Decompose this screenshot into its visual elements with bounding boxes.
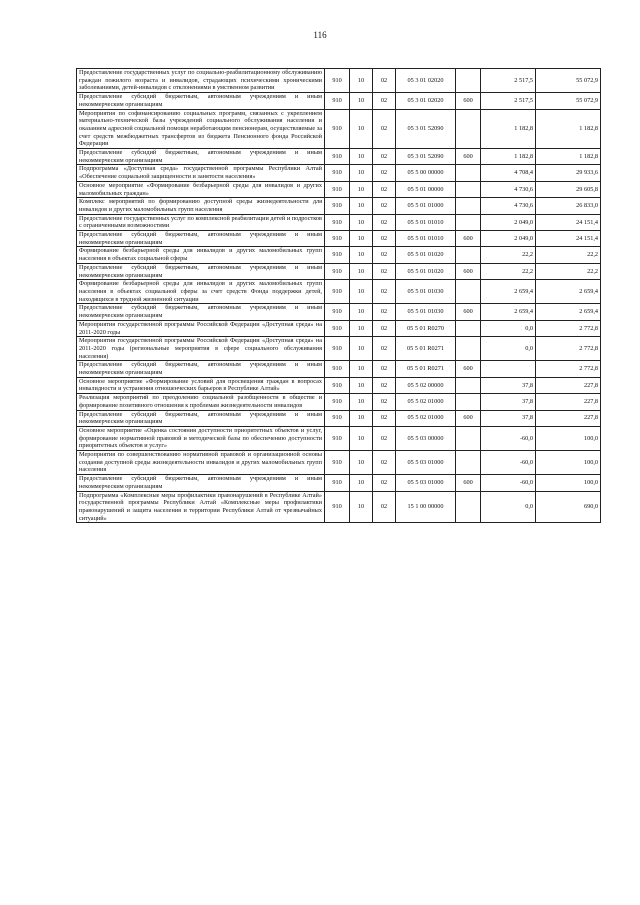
row-name: Основное мероприятие «Формирование условий для просвещения граждан в вопросах инвалидности и устранения отношенческих барьеров в Республике Алтай» <box>77 377 325 393</box>
row-amount-change: 2 659,4 <box>481 280 536 304</box>
row-expense-type-code <box>456 214 481 230</box>
row-amount-total: 55 072,9 <box>536 69 601 93</box>
row-grbs-code: 910 <box>325 394 350 410</box>
row-amount-change: -60,0 <box>481 426 536 450</box>
row-amount-change: 4 730,6 <box>481 181 536 197</box>
row-section-code: 10 <box>350 426 373 450</box>
row-target-article-code: 05 5 02 01000 <box>396 394 456 410</box>
row-name: Подпрограмма «Комплексные меры профилактики правонарушений в Республике Алтай» государственной программы Республики Алтай «Комплексные меры профилактики правонарушений и защита населения и территории Республики Алтай от чрезвычайных ситуаций» <box>77 491 325 523</box>
row-expense-type-code <box>456 280 481 304</box>
row-name: Предоставление субсидий бюджетным, автономным учреждениям и иным некоммерческим организациям <box>77 231 325 247</box>
row-target-article-code: 05 5 01 01010 <box>396 231 456 247</box>
row-amount-total: 2 772,8 <box>536 361 601 377</box>
row-subsection-code: 02 <box>373 165 396 181</box>
row-name: Основное мероприятие «Формирование безбарьерной среды для инвалидов и других маломобильных граждан» <box>77 181 325 197</box>
row-section-code: 10 <box>350 181 373 197</box>
table-row <box>77 149 601 165</box>
row-grbs-code: 910 <box>325 231 350 247</box>
row-target-article-code: 05 5 01 R0271 <box>396 337 456 361</box>
row-name: Мероприятия государственной программы Российской Федерации «Доступная среда» на 2011-2020 годы <box>77 320 325 336</box>
row-section-code: 10 <box>350 214 373 230</box>
row-name: Предоставление субсидий бюджетным, автономным учреждениям и иным некоммерческим организациям <box>77 263 325 279</box>
table-row <box>77 280 601 304</box>
row-amount-change: 2 517,5 <box>481 93 536 109</box>
row-expense-type-code <box>456 320 481 336</box>
row-section-code: 10 <box>350 109 373 149</box>
table-row <box>77 198 601 214</box>
table-row <box>77 231 601 247</box>
row-target-article-code: 05 5 01 01030 <box>396 280 456 304</box>
table-row <box>77 263 601 279</box>
row-amount-total: 2 659,4 <box>536 280 601 304</box>
row-name: Предоставление субсидий бюджетным, автономным учреждениям и иным некоммерческим организациям <box>77 361 325 377</box>
row-name: Мероприятия государственной программы Российской Федерации «Доступная среда» на 2011-2020 годы (региональные мероприятия в сфере социального обслуживания населения) <box>77 337 325 361</box>
row-section-code: 10 <box>350 247 373 263</box>
row-target-article-code: 15 1 00 00000 <box>396 491 456 523</box>
row-amount-total: 227,8 <box>536 410 601 426</box>
row-amount-total: 1 182,8 <box>536 109 601 149</box>
row-section-code: 10 <box>350 491 373 523</box>
row-name: Предоставление субсидий бюджетным, автономным учреждениям и иным некоммерческим организациям <box>77 93 325 109</box>
row-amount-change: 0,0 <box>481 491 536 523</box>
table-row <box>77 93 601 109</box>
row-expense-type-code <box>456 451 481 475</box>
row-target-article-code: 05 3 01 52090 <box>396 149 456 165</box>
row-amount-total: 2 659,4 <box>536 304 601 320</box>
row-amount-change: 1 182,8 <box>481 109 536 149</box>
row-amount-total: 29 605,8 <box>536 181 601 197</box>
row-name: Мероприятия по софинансированию социальных программ, связанных с укреплением материально-технической базы учреждений социального обслуживания населения и оказанием адресной социальной помощи неработающим пенсионерам, осуществляемые за счет средств межбюджетных трансфертов из бюджета Пенсионного фонда Российской Федерации <box>77 109 325 149</box>
row-expense-type-code <box>456 491 481 523</box>
row-name: Предоставление государственных услуг по комплексной реабилитации детей и подростков с ограниченными возможностями <box>77 214 325 230</box>
row-amount-change <box>481 361 536 377</box>
row-grbs-code: 910 <box>325 451 350 475</box>
row-amount-total: 22,2 <box>536 247 601 263</box>
row-target-article-code: 05 5 01 R0271 <box>396 361 456 377</box>
row-subsection-code: 02 <box>373 304 396 320</box>
row-expense-type-code: 600 <box>456 149 481 165</box>
row-section-code: 10 <box>350 93 373 109</box>
row-name: Предоставление субсидий бюджетным, автономным учреждениям и иным некоммерческим организациям <box>77 475 325 491</box>
row-section-code: 10 <box>350 377 373 393</box>
table-body <box>77 69 601 523</box>
row-target-article-code: 05 5 01 01020 <box>396 263 456 279</box>
row-name: Мероприятия по совершенствованию нормативной правовой и организационной основы создания доступной среды жизнедеятельности инвалидов и других маломобильных групп населения <box>77 451 325 475</box>
row-subsection-code: 02 <box>373 377 396 393</box>
row-expense-type-code: 600 <box>456 263 481 279</box>
row-grbs-code: 910 <box>325 377 350 393</box>
row-grbs-code: 910 <box>325 69 350 93</box>
row-subsection-code: 02 <box>373 247 396 263</box>
row-target-article-code: 05 5 00 00000 <box>396 165 456 181</box>
row-amount-total: 100,0 <box>536 451 601 475</box>
row-amount-change: 1 182,8 <box>481 149 536 165</box>
row-subsection-code: 02 <box>373 69 396 93</box>
row-target-article-code: 05 5 01 01020 <box>396 247 456 263</box>
table-row <box>77 451 601 475</box>
row-section-code: 10 <box>350 69 373 93</box>
row-subsection-code: 02 <box>373 475 396 491</box>
row-section-code: 10 <box>350 198 373 214</box>
row-amount-change: 2 049,0 <box>481 231 536 247</box>
row-target-article-code: 05 5 01 01010 <box>396 214 456 230</box>
row-name: Основное мероприятие «Оценка состояния доступности приоритетных объектов и услуг, формирование нормативной правовой и методической базы по обеспечению доступности приоритетных объектов и услуг» <box>77 426 325 450</box>
row-section-code: 10 <box>350 410 373 426</box>
table-row <box>77 491 601 523</box>
table-row <box>77 337 601 361</box>
row-amount-change: 2 659,4 <box>481 304 536 320</box>
row-subsection-code: 02 <box>373 93 396 109</box>
row-target-article-code: 05 3 01 52090 <box>396 109 456 149</box>
row-subsection-code: 02 <box>373 320 396 336</box>
row-expense-type-code <box>456 394 481 410</box>
table-row <box>77 214 601 230</box>
row-grbs-code: 910 <box>325 475 350 491</box>
row-target-article-code: 05 5 01 00000 <box>396 181 456 197</box>
row-amount-change: 37,8 <box>481 410 536 426</box>
row-amount-change: 0,0 <box>481 320 536 336</box>
row-name: Предоставление субсидий бюджетным, автономным учреждениям и иным некоммерческим организациям <box>77 410 325 426</box>
row-grbs-code: 910 <box>325 214 350 230</box>
row-grbs-code: 910 <box>325 304 350 320</box>
row-target-article-code: 05 5 02 01000 <box>396 410 456 426</box>
row-amount-total: 1 182,8 <box>536 149 601 165</box>
row-amount-total: 100,0 <box>536 426 601 450</box>
row-name: Реализация мероприятий по преодолению социальной разобщенности в обществе и формирование позитивного отношения к проблемам жизнедеятельности инвалидов <box>77 394 325 410</box>
row-amount-total: 55 072,9 <box>536 93 601 109</box>
row-amount-change: 4 730,6 <box>481 198 536 214</box>
table-row <box>77 304 601 320</box>
table-row <box>77 475 601 491</box>
row-amount-total: 26 833,0 <box>536 198 601 214</box>
row-section-code: 10 <box>350 304 373 320</box>
row-grbs-code: 910 <box>325 280 350 304</box>
row-subsection-code: 02 <box>373 181 396 197</box>
row-expense-type-code: 600 <box>456 361 481 377</box>
row-expense-type-code <box>456 69 481 93</box>
row-expense-type-code <box>456 377 481 393</box>
row-subsection-code: 02 <box>373 451 396 475</box>
table-row <box>77 377 601 393</box>
row-grbs-code: 910 <box>325 426 350 450</box>
row-section-code: 10 <box>350 280 373 304</box>
row-section-code: 10 <box>350 394 373 410</box>
row-grbs-code: 910 <box>325 198 350 214</box>
table-row <box>77 394 601 410</box>
row-grbs-code: 910 <box>325 93 350 109</box>
table-row <box>77 247 601 263</box>
row-amount-change: 2 517,5 <box>481 69 536 93</box>
row-grbs-code: 910 <box>325 361 350 377</box>
row-amount-change: 22,2 <box>481 263 536 279</box>
table-row <box>77 69 601 93</box>
row-target-article-code: 05 5 03 01000 <box>396 475 456 491</box>
row-grbs-code: 910 <box>325 263 350 279</box>
row-subsection-code: 02 <box>373 426 396 450</box>
page-number: 116 <box>313 30 327 40</box>
table-row <box>77 181 601 197</box>
row-subsection-code: 02 <box>373 231 396 247</box>
row-amount-change: 22,2 <box>481 247 536 263</box>
row-amount-total: 29 933,6 <box>536 165 601 181</box>
row-amount-change: 0,0 <box>481 337 536 361</box>
row-amount-total: 24 151,4 <box>536 214 601 230</box>
row-section-code: 10 <box>350 320 373 336</box>
row-amount-change: 2 049,0 <box>481 214 536 230</box>
row-section-code: 10 <box>350 451 373 475</box>
row-subsection-code: 02 <box>373 361 396 377</box>
row-amount-total: 2 772,8 <box>536 320 601 336</box>
row-section-code: 10 <box>350 475 373 491</box>
row-amount-total: 227,8 <box>536 394 601 410</box>
row-expense-type-code <box>456 426 481 450</box>
table-row <box>77 165 601 181</box>
row-subsection-code: 02 <box>373 280 396 304</box>
row-target-article-code: 05 5 03 00000 <box>396 426 456 450</box>
row-grbs-code: 910 <box>325 491 350 523</box>
row-subsection-code: 02 <box>373 214 396 230</box>
budget-table <box>76 68 601 523</box>
row-amount-total: 2 772,8 <box>536 337 601 361</box>
row-grbs-code: 910 <box>325 181 350 197</box>
row-expense-type-code: 600 <box>456 475 481 491</box>
row-name: Формирование безбарьерной среды для инвалидов и других маломобильных групп населения в объектах социальной сферы <box>77 247 325 263</box>
row-expense-type-code: 600 <box>456 410 481 426</box>
row-grbs-code: 910 <box>325 165 350 181</box>
row-grbs-code: 910 <box>325 320 350 336</box>
row-subsection-code: 02 <box>373 337 396 361</box>
row-target-article-code: 05 3 01 02020 <box>396 69 456 93</box>
row-name: Подпрограмма «Доступная среда» государственной программы Республики Алтай «Обеспечение социальной защищенности и занятости населения» <box>77 165 325 181</box>
row-expense-type-code <box>456 337 481 361</box>
row-amount-change: -60,0 <box>481 451 536 475</box>
row-target-article-code: 05 5 01 R0270 <box>396 320 456 336</box>
row-target-article-code: 05 5 01 01030 <box>396 304 456 320</box>
row-name: Формирование безбарьерной среды для инвалидов и других маломобильных групп населения в объектах социальной сферы за счет средств Фонда поддержки детей, находящихся в трудной жизненной ситуации <box>77 280 325 304</box>
row-expense-type-code: 600 <box>456 93 481 109</box>
row-section-code: 10 <box>350 337 373 361</box>
table-row <box>77 410 601 426</box>
row-target-article-code: 05 5 03 01000 <box>396 451 456 475</box>
row-amount-total: 24 151,4 <box>536 231 601 247</box>
row-expense-type-code: 600 <box>456 231 481 247</box>
row-amount-total: 100,0 <box>536 475 601 491</box>
table-row <box>77 320 601 336</box>
row-expense-type-code: 600 <box>456 304 481 320</box>
table-row <box>77 361 601 377</box>
row-amount-total: 22,2 <box>536 263 601 279</box>
row-grbs-code: 910 <box>325 247 350 263</box>
row-grbs-code: 910 <box>325 410 350 426</box>
row-name: Предоставление субсидий бюджетным, автономным учреждениям и иным некоммерческим организациям <box>77 149 325 165</box>
row-amount-change: -60,0 <box>481 475 536 491</box>
row-amount-change: 4 708,4 <box>481 165 536 181</box>
row-subsection-code: 02 <box>373 149 396 165</box>
row-subsection-code: 02 <box>373 410 396 426</box>
row-name: Предоставление субсидий бюджетным, автономным учреждениям и иным некоммерческим организациям <box>77 304 325 320</box>
row-name: Предоставление государственных услуг по социально-реабилитационному обслуживанию граждан пожилого возраста и инвалидов, страдающих психическими хроническими заболеваниями, детей-инвалидов с отклонениями в умственном развитии <box>77 69 325 93</box>
row-section-code: 10 <box>350 165 373 181</box>
row-section-code: 10 <box>350 149 373 165</box>
row-subsection-code: 02 <box>373 263 396 279</box>
row-section-code: 10 <box>350 263 373 279</box>
table-row <box>77 109 601 149</box>
row-amount-total: 690,0 <box>536 491 601 523</box>
row-expense-type-code <box>456 165 481 181</box>
row-subsection-code: 02 <box>373 491 396 523</box>
row-grbs-code: 910 <box>325 109 350 149</box>
row-target-article-code: 05 5 02 00000 <box>396 377 456 393</box>
row-subsection-code: 02 <box>373 394 396 410</box>
row-grbs-code: 910 <box>325 149 350 165</box>
table-row <box>77 426 601 450</box>
row-name: Комплекс мероприятий по формированию доступной среды жизнедеятельности для инвалидов и других маломобильных групп населения <box>77 198 325 214</box>
row-amount-change: 37,8 <box>481 377 536 393</box>
row-target-article-code: 05 3 01 02020 <box>396 93 456 109</box>
row-amount-change: 37,8 <box>481 394 536 410</box>
row-section-code: 10 <box>350 231 373 247</box>
row-expense-type-code <box>456 198 481 214</box>
row-expense-type-code <box>456 247 481 263</box>
row-subsection-code: 02 <box>373 109 396 149</box>
row-expense-type-code <box>456 109 481 149</box>
row-grbs-code: 910 <box>325 337 350 361</box>
row-amount-total: 227,8 <box>536 377 601 393</box>
row-section-code: 10 <box>350 361 373 377</box>
row-expense-type-code <box>456 181 481 197</box>
row-target-article-code: 05 5 01 01000 <box>396 198 456 214</box>
row-subsection-code: 02 <box>373 198 396 214</box>
